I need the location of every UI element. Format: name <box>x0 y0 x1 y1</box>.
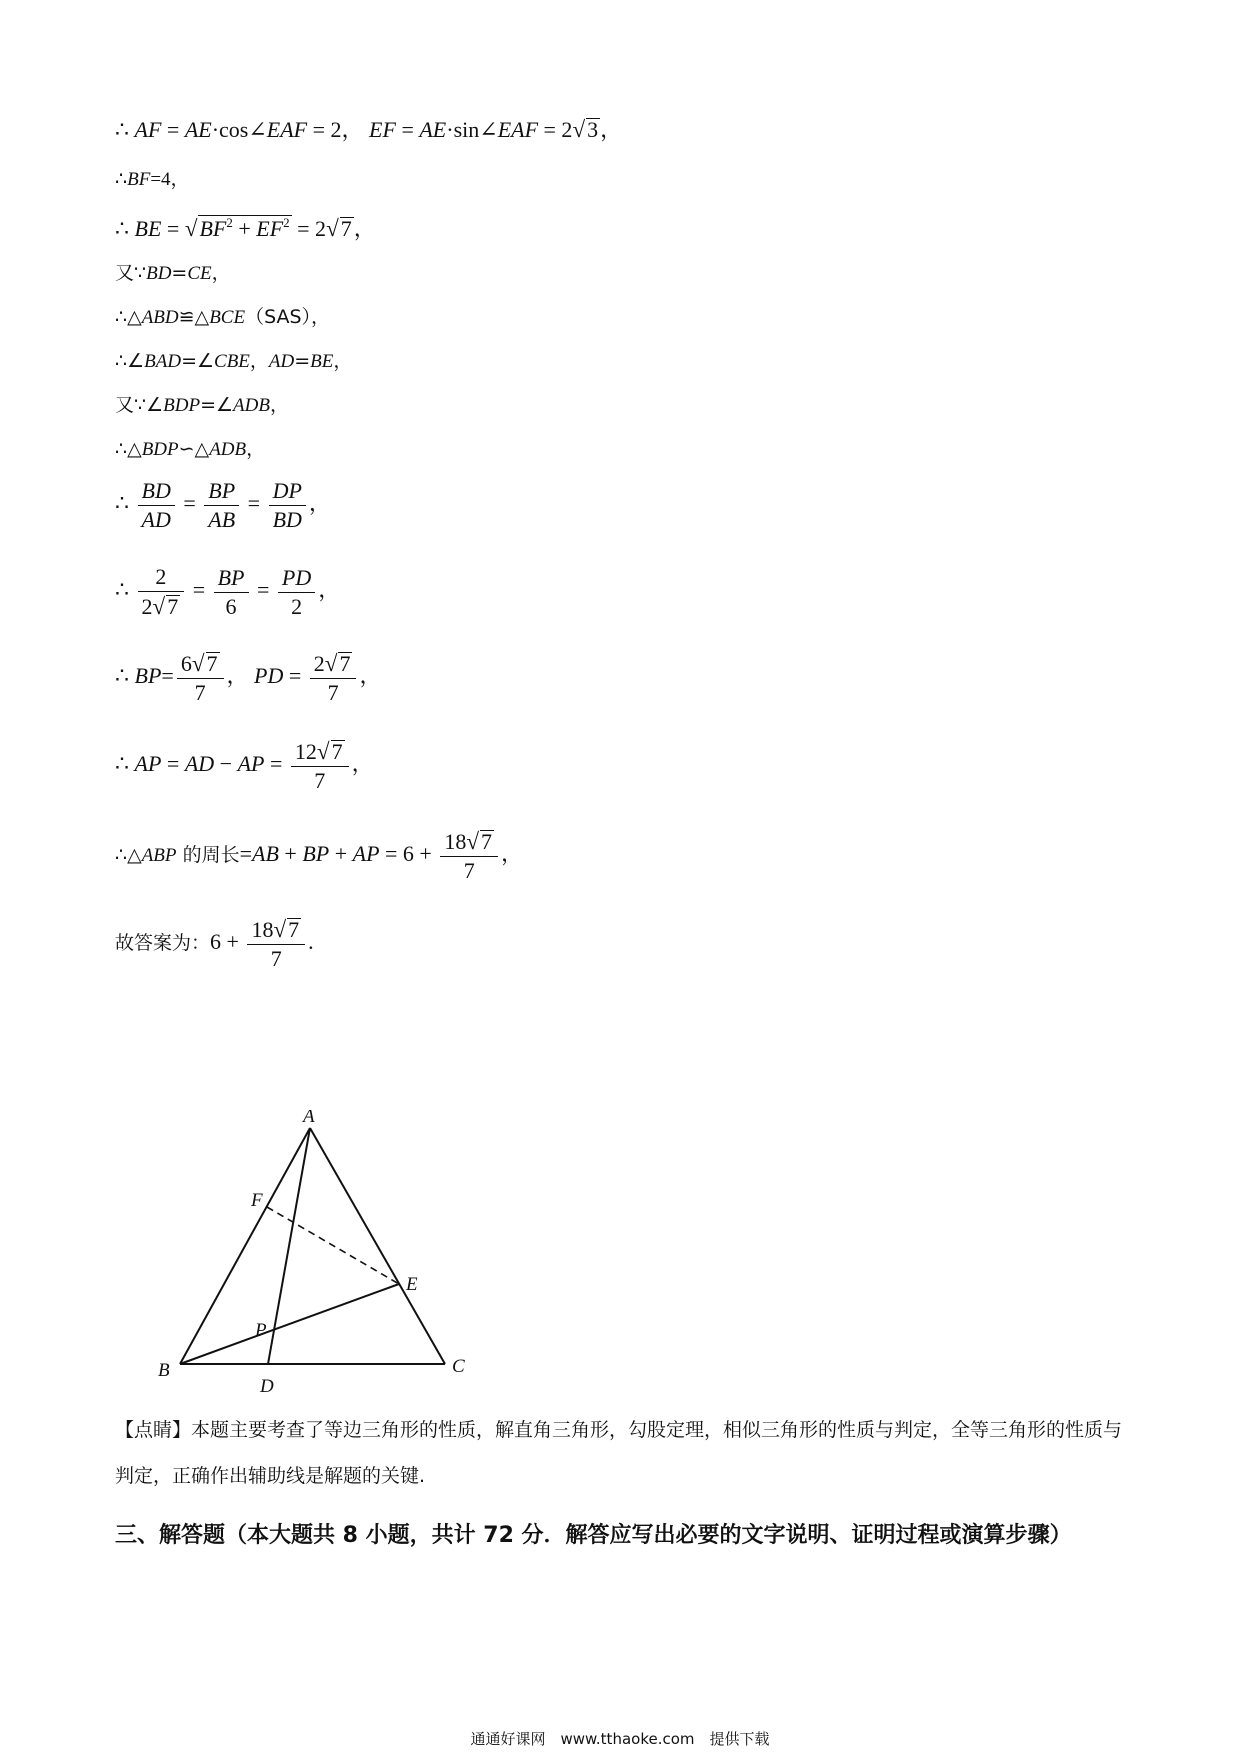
side-ac <box>310 1128 445 1364</box>
solution-line-bd-ce: 又∵BD=CE， <box>115 262 231 284</box>
side-ab <box>180 1128 310 1364</box>
solution-line-bp-pd: ∴ BP= $\frac{6√7}{7}$ ， PD = $\frac{2√7}{7}$ ， <box>115 650 382 706</box>
solution-line-ratio-values: ∴ $\frac{2}{2√7}$ = $\frac{BP}{6}$ = $\frac{PD}{2}$ ， <box>115 564 341 619</box>
label-f: F <box>251 1190 263 1211</box>
label-c: C <box>452 1356 465 1377</box>
answer-line: 故答案为：6 + $\frac{18√7}{7}$ . <box>115 916 314 972</box>
segment-be <box>180 1284 399 1364</box>
triangle-figure <box>150 1110 480 1400</box>
solution-line-common-angle: 又∵∠BDP=∠ADB， <box>115 394 289 416</box>
solution-line-af-ef: ∴ AF = AE·cos∠EAF = 2， EF = AE·sin∠EAF = 2√3， <box>115 116 623 142</box>
section-heading: 三、解答题（本大题共 8 小题，共计 72 分．解答应写出必要的文字说明、证明过程或演算步骤） <box>115 1523 1072 1548</box>
segment-ef-dashed <box>267 1207 399 1284</box>
solution-line-similar: ∴△BDP∽△ADB， <box>115 438 266 460</box>
comment-tag: 【点睛】 <box>115 1419 192 1441</box>
solution-line-congruent: ∴△ABD≌△BCE（SAS）， <box>115 306 331 328</box>
solution-line-perimeter: ∴△ABP 的周长=AB + BP + AP = 6 + $\frac{18√7}{7}$ ， <box>115 828 524 884</box>
label-d: D <box>260 1376 274 1397</box>
solution-line-ap: ∴ AP = AD − AP = $\frac{12√7}{7}$ ， <box>115 738 374 794</box>
comment-paragraph <box>115 1407 1135 1499</box>
label-e: E <box>406 1274 418 1295</box>
solution-line-bf: ∴BF=4， <box>115 169 190 190</box>
comment-text: 本题主要考查了等边三角形的性质，解直角三角形，勾股定理，相似三角形的性质与判定，全等三角形的性质与判定，正确作出辅助线是解题的关键. <box>115 1419 1123 1487</box>
label-b: B <box>158 1360 170 1381</box>
solution-line-ratio: ∴ $\frac{BD}{AD}$ = $\frac{BP}{AB}$ = $\frac{DP}{BD}$ ， <box>115 478 331 532</box>
solution-line-be: ∴ BE = $√BF^2 + EF^2 = 2√7$， <box>115 215 376 241</box>
label-a: A <box>303 1110 315 1127</box>
label-p: P <box>255 1320 267 1341</box>
solution-line-angles: ∴∠BAD=∠CBE，AD=BE， <box>115 350 353 372</box>
page-footer: 通通好课网 www.tthaoke.com 提供下载 <box>470 1730 770 1748</box>
